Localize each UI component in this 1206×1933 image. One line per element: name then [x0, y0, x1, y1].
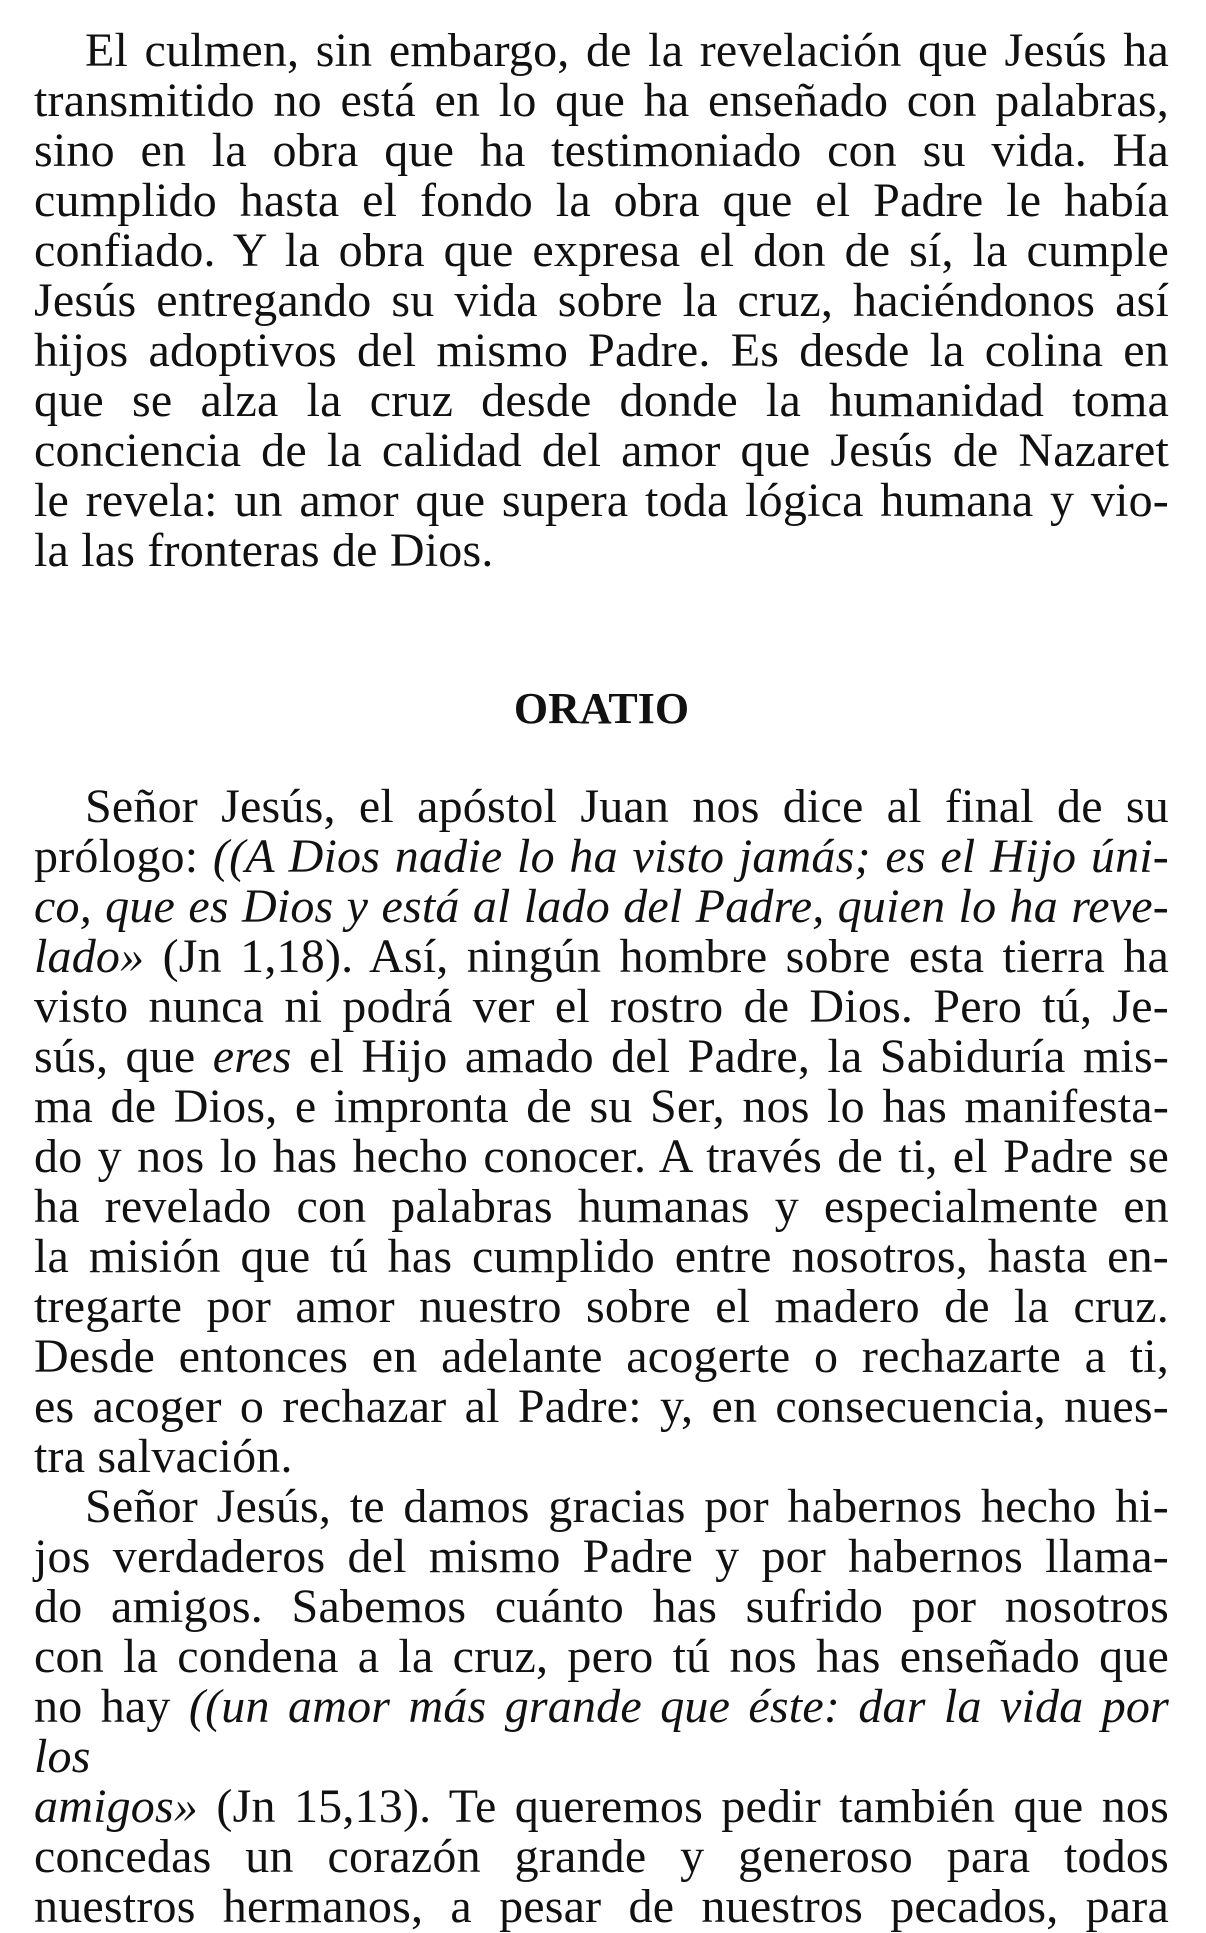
text-line: ha revelado con palabras humanas y especialmente en: [34, 1180, 1169, 1233]
text-line: con la condena a la cruz, pero tú nos has enseñado que: [34, 1630, 1169, 1683]
oratio-paragraph: [34, 1482, 1169, 1932]
text-line: la misión que tú has cumplido entre nosotros, hasta en-: [34, 1230, 1169, 1283]
section-heading: ORATIO: [513, 684, 690, 733]
text-line: do y nos lo has hecho conocer. A través de ti, el Padre se: [34, 1130, 1169, 1183]
quote-text: ((un amor más grande que éste: dar la vida por los: [34, 1680, 1169, 1783]
text-line: cumplido hasta el fondo la obra que el Padre le había: [34, 174, 1169, 227]
text-line: Jesús entregando su vida sobre la cruz, haciéndonos así: [34, 274, 1169, 327]
text-line: tra salvación.: [34, 1430, 293, 1483]
text-segment: prólogo:: [34, 830, 213, 883]
text-line: [34, 1782, 1169, 1832]
text-line: conciencia de la calidad del amor que Jesús de Nazaret: [34, 424, 1169, 477]
text-line: Señor Jesús, te damos gracias por habernos hecho hi-: [85, 1480, 1169, 1533]
text-line: confiado. Y la obra que expresa el don de sí, la cumple: [34, 224, 1169, 277]
text-line: Señor Jesús, el apóstol Juan nos dice al final de su: [85, 780, 1169, 833]
text-line: le revela: un amor que supera toda lógica humana y vio-: [34, 474, 1169, 527]
book-page: [34, 26, 1169, 1932]
text-segment: no hay: [34, 1680, 189, 1733]
text-line: nuestros hermanos, a pesar de nuestros pecados, para: [34, 1880, 1169, 1933]
text-line: la las fronteras de Dios.: [34, 524, 494, 577]
text-line: [34, 1682, 1169, 1782]
text-line: visto nunca ni podrá ver el rostro de Dios. Pero tú, Je-: [34, 980, 1169, 1033]
text-line: [34, 832, 1169, 882]
oratio-paragraph: [34, 782, 1169, 1482]
quote-text: lado»: [34, 930, 145, 983]
quote-text: amigos»: [34, 1780, 199, 1833]
text-line: es acoger o rechazar al Padre: y, en consecuencia, nues-: [34, 1380, 1169, 1433]
text-line: concedas un corazón grande y generoso para todos: [34, 1830, 1169, 1883]
quote-text: ((A Dios nadie lo ha visto jamás; es el Hijo úni-: [212, 830, 1169, 883]
text-line: [34, 882, 1169, 932]
intro-paragraph: [34, 26, 1169, 576]
text-line: que se alza la cruz desde donde la humanidad toma: [34, 374, 1169, 427]
text-line: hijos adoptivos del mismo Padre. Es desde la colina en: [34, 324, 1169, 377]
text-line: [34, 932, 1169, 982]
text-line: do amigos. Sabemos cuánto has sufrido por nosotros: [34, 1580, 1169, 1633]
emphasis-text: eres: [212, 1030, 292, 1083]
text-line: tregarte por amor nuestro sobre el madero de la cruz.: [34, 1280, 1169, 1333]
text-line: [34, 1032, 1169, 1082]
text-line: sino en la obra que ha testimoniado con su vida. Ha: [34, 124, 1169, 177]
text-line: transmitido no está en lo que ha enseñado con palabras,: [34, 74, 1169, 127]
quote-text: co, que es Dios y está al lado del Padre, quien lo ha reve-: [34, 880, 1169, 933]
text-line: Desde entonces en adelante acogerte o rechazarte a ti,: [34, 1330, 1169, 1383]
text-line: El culmen, sin embargo, de la revelación que Jesús ha: [85, 24, 1169, 77]
text-line: ma de Dios, e impronta de su Ser, nos lo has manifesta-: [34, 1080, 1169, 1133]
text-segment: (Jn 1,18). Así, ningún hombre sobre esta tierra ha: [144, 930, 1169, 983]
text-segment: sús, que: [34, 1030, 213, 1083]
text-segment: el Hijo amado del Padre, la Sabiduría mis-: [291, 1030, 1170, 1083]
text-segment: (Jn 15,13). Te queremos pedir también que nos: [198, 1780, 1169, 1833]
text-line: jos verdaderos del mismo Padre y por habernos llama-: [34, 1530, 1169, 1583]
